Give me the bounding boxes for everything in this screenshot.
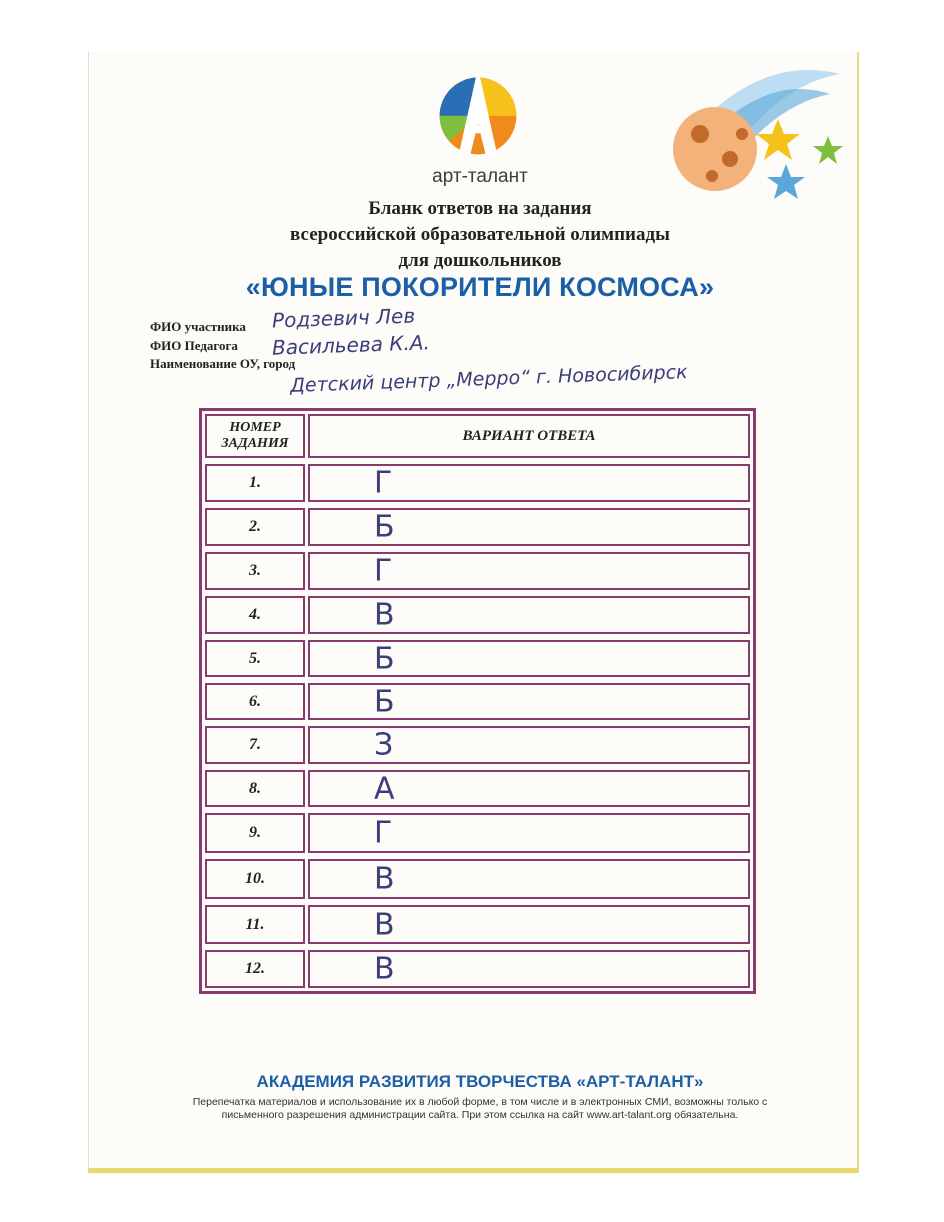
answer-cell[interactable] xyxy=(308,726,750,764)
table-row xyxy=(202,902,753,947)
table-row xyxy=(202,637,753,680)
answer-value: А xyxy=(374,771,395,806)
row-num: 7. xyxy=(205,726,305,764)
col-num-header-line1: НОМЕР xyxy=(229,420,281,435)
teacher-value: Васильева К.А. xyxy=(271,330,431,360)
col-answer-header xyxy=(308,414,750,458)
org-label: Наименование ОУ, город xyxy=(150,356,296,371)
table-row xyxy=(202,767,753,810)
answer-value: В xyxy=(374,951,395,987)
row-num: 2. xyxy=(205,508,305,546)
answer-cell[interactable] xyxy=(308,552,750,590)
answer-value: Г xyxy=(374,465,393,501)
table-header-row xyxy=(202,411,753,461)
row-num: 1. xyxy=(205,464,305,502)
org-value: Детский центр „Мерро“ г. Новосибирск xyxy=(289,361,688,397)
planet-stars-icon xyxy=(660,64,856,214)
header-line-1: Бланк ответов на задания xyxy=(368,198,592,219)
table-row xyxy=(202,856,753,902)
answer-value: Б xyxy=(374,509,395,545)
logo-text: арт-талант xyxy=(432,166,528,187)
table-row xyxy=(202,593,753,637)
footer-note xyxy=(170,1096,790,1122)
olympiad-title: «ЮНЫЕ ПОКОРИТЕЛИ КОСМОСА» xyxy=(245,272,715,302)
row-num: 6. xyxy=(205,683,305,720)
row-num: 11. xyxy=(205,905,305,944)
table-row xyxy=(202,680,753,723)
row-num: 5. xyxy=(205,640,305,677)
answer-cell[interactable] xyxy=(308,683,750,720)
col-answer-header-label: ВАРИАНТ ОТВЕТА xyxy=(462,427,596,444)
row-num: 8. xyxy=(205,770,305,807)
answer-value: Г xyxy=(374,815,393,851)
answer-value: В xyxy=(374,907,395,942)
header-line-3: для дошкольников xyxy=(398,250,562,271)
table-row xyxy=(202,810,753,856)
answer-value: В xyxy=(374,861,395,897)
col-num-header xyxy=(205,414,305,458)
participant-label: ФИО участника xyxy=(150,319,246,334)
answer-cell[interactable] xyxy=(308,813,750,853)
answer-cell[interactable] xyxy=(308,905,750,944)
row-num: 9. xyxy=(205,813,305,853)
answer-value: В xyxy=(374,597,395,633)
answer-cell[interactable] xyxy=(308,859,750,899)
row-num: 10. xyxy=(205,859,305,899)
table-row xyxy=(202,549,753,593)
answer-cell[interactable] xyxy=(308,770,750,807)
answer-value: Г xyxy=(374,553,393,589)
row-num: 12. xyxy=(205,950,305,988)
answer-cell[interactable] xyxy=(308,508,750,546)
answer-value: З xyxy=(374,727,394,763)
footer-note-line1: Перепечатка материалов и использование их в любой форме, в том числе и в электронных СМИ, возможны только с xyxy=(192,1096,768,1108)
table-row xyxy=(202,947,753,991)
footer-title: АКАДЕМИЯ РАЗВИТИЯ ТВОРЧЕСТВА «АРТ-ТАЛАНТ» xyxy=(256,1072,704,1091)
answer-cell[interactable] xyxy=(308,596,750,634)
participant-value: Родзевич Лев xyxy=(271,303,416,333)
answer-value: Б xyxy=(374,641,395,676)
header-line-2: всероссийской образовательной олимпиады xyxy=(290,224,670,245)
col-num-header-line2: ЗАДАНИЯ xyxy=(221,436,289,451)
footer-note-line2: письменного разрешения администрации сайта. При этом ссылка на сайт www.art-talant.org обязательна. xyxy=(221,1109,739,1121)
row-num: 4. xyxy=(205,596,305,634)
answer-value: Б xyxy=(374,684,395,719)
answer-cell[interactable] xyxy=(308,950,750,988)
table-row xyxy=(202,461,753,505)
table-row xyxy=(202,723,753,767)
art-talant-logo-icon xyxy=(430,66,526,162)
answer-cell[interactable] xyxy=(308,464,750,502)
teacher-label: ФИО Педагога xyxy=(150,338,238,353)
answer-cell[interactable] xyxy=(308,640,750,677)
row-num: 3. xyxy=(205,552,305,590)
table-row xyxy=(202,505,753,549)
